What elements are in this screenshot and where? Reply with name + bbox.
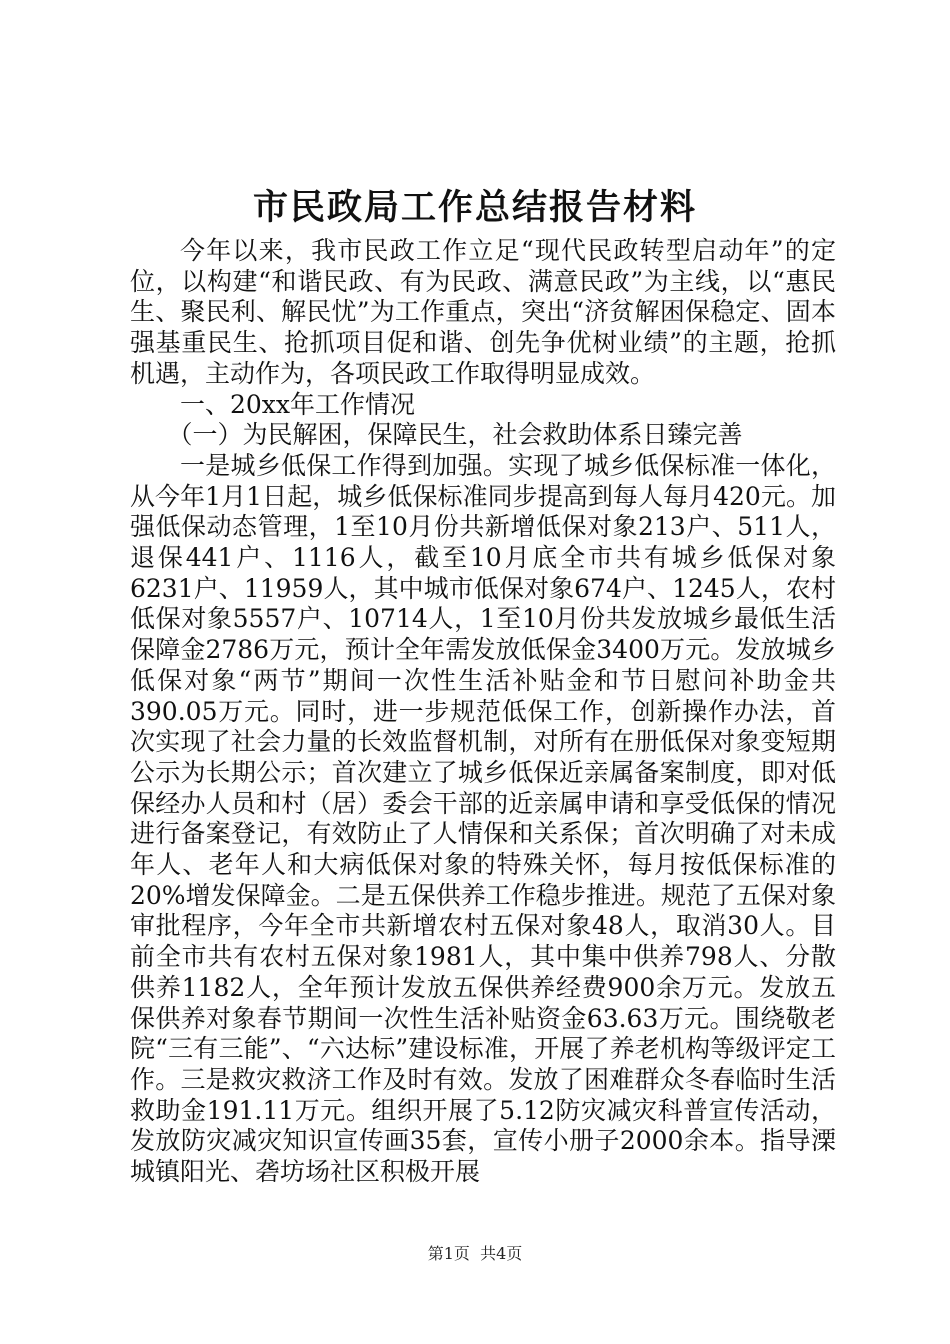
document-body bbox=[130, 236, 836, 1188]
intro-paragraph: 今年以来，我市民政工作立足“现代民政转型启动年”的定位，以构建“和谐民政、有为民政、满意民政”为主线，以“惠民生、聚民利、解民忧”为工作重点，突出“济贫解困保稳定、固本强基重民生、抢抓项目促和谐、创先争优树业绩”的主题，抢抓机遇，主动作为，各项民政工作取得明显成效。 bbox=[130, 236, 836, 388]
subsection-heading: （一）为民解困，保障民生，社会救助体系日臻完善 bbox=[167, 420, 743, 450]
document-title: 市民政局工作总结报告材料 bbox=[252, 187, 697, 228]
section-heading: 一、20xx年工作情况 bbox=[180, 389, 416, 419]
page-total: 共4页 bbox=[480, 1244, 523, 1263]
body-paragraph: 一是城乡低保工作得到加强。实现了城乡低保标准一体化，从今年1月1日起，城乡低保标准同步提高到每人每月420元。加强低保动态管理，1至10月份共新增低保对象213户、511人，退保441户、1116人，截至10月底全市共有城乡低保对象6231户、11959人，其中城市低保对象674户、1245人，农村低保对象5557户、10714人，1至10月份共发放城乡最低生活保障金2786万元，预计全年需发放低保金3400万元。发放城乡低保对象“两节”期间一次性生活补贴金和节日慰问补助金共390.05万元。同时，进一步规范低保工作，创新操作办法，首次实现了社会力量的长效监督机制，对所有在册低保对象变短期公示为长期公示；首次建立了城乡低保近亲属备案制度，即对低保经办人员和村（居）委会干部的近亲属申请和享受低保的情况进行备案登记，有效防止了人情保和关系保；首次明确了对未成年人、老年人和大病低保对象的特殊关怀，每月按低保标准的20%增发保障金。二是五保供养工作稳步推进。规范了五保对象审批程序，今年全市共新增农村五保对象48人，取消30人。目前全市共有农村五保对象1981人，其中集中供养798人、分散供养1182人，全年预计发放五保供养经费900余万元。发放五保供养对象春节期间一次性生活补贴资金63.63万元。围绕敬老院“三有三能”、“六达标”建设标准，开展了养老机构等级评定工作。三是救灾救济工作及时有效。发放了困难群众冬春临时生活救助金191.11万元。组织开展了5.12防灾减灾科普宣传活动，发放防灾减灾知识宣传画35套，宣传小册子2000余本。指导溧城镇阳光、砻坊场社区积极开展 bbox=[130, 450, 836, 1187]
page-number: 第1页 bbox=[427, 1244, 470, 1263]
page-footer bbox=[0, 1244, 950, 1264]
